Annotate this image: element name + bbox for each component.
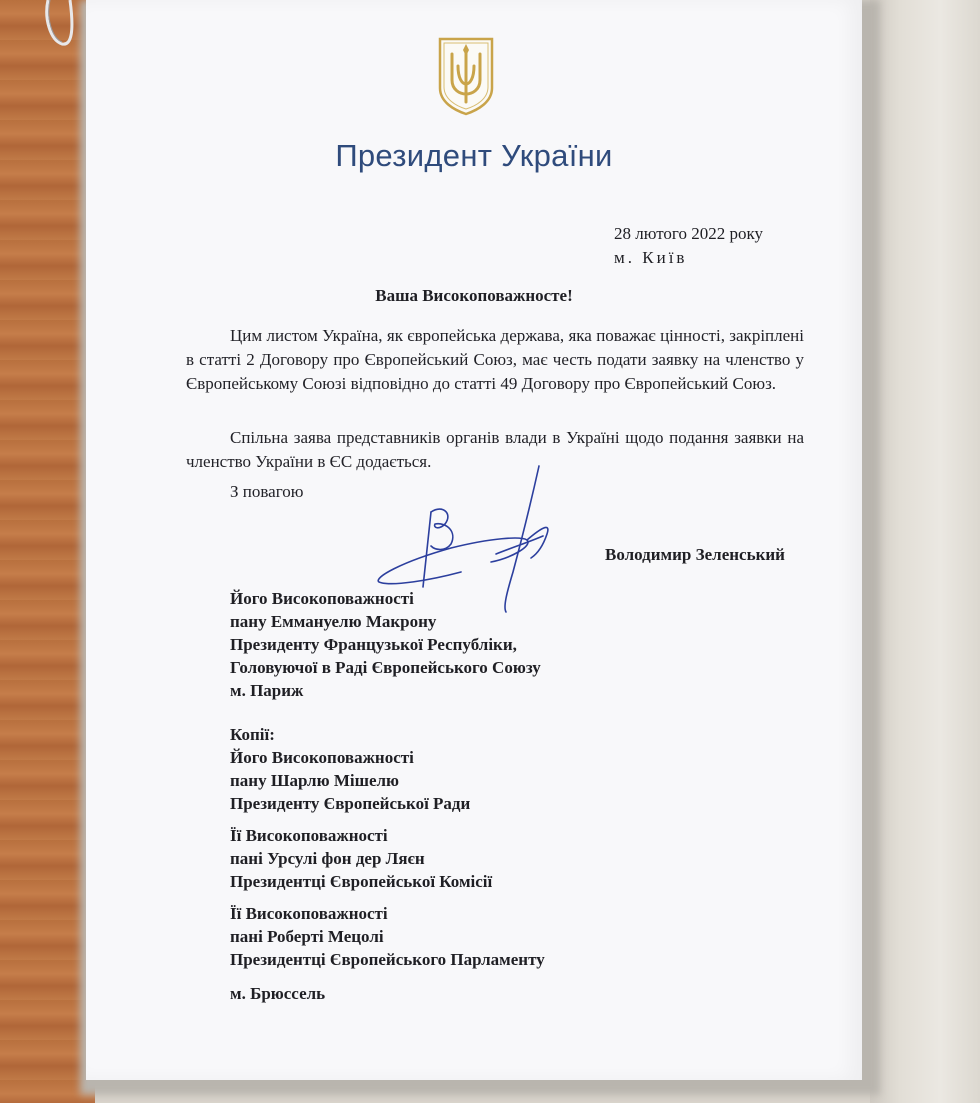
letterhead-title: Президент України: [335, 138, 613, 173]
recipient-block: [230, 587, 541, 702]
salutation: Ваша Високоповажносте!: [375, 286, 573, 305]
copy-recipient-line: Президенту Європейської Ради: [230, 794, 471, 813]
letter-city: м. Київ: [614, 248, 688, 267]
background-surface: [870, 0, 980, 1103]
closing-phrase: З повагою: [230, 482, 304, 501]
copy-recipient-line: Її Високоповажності: [230, 904, 388, 923]
binder-ring-icon: [40, 0, 76, 60]
recipient-line: Його Високоповажності: [230, 589, 414, 608]
letter-page: [86, 0, 862, 1080]
copy-recipient-line: Президентці Європейського Парламенту: [230, 950, 545, 969]
copies-block-3: [230, 902, 545, 971]
copy-recipient-line: пані Роберті Мецолі: [230, 927, 384, 946]
copy-recipient-line: Президентці Європейської Комісії: [230, 872, 493, 891]
date-block: [614, 222, 763, 270]
copy-recipient-line: Його Високоповажності: [230, 748, 414, 767]
copies-label: Копії:: [230, 725, 275, 744]
signer-name: Володимир Зеленський: [605, 545, 785, 564]
recipient-city: м. Париж: [230, 681, 304, 700]
recipient-line: Президенту Французької Республіки,: [230, 635, 517, 654]
trident-coat-of-arms-icon: [436, 36, 496, 116]
copies-block-1: [230, 723, 470, 815]
letter-date: 28 лютого 2022 року: [614, 224, 763, 243]
recipient-line: Головуючої в Раді Європейського Союзу: [230, 658, 541, 677]
copies-block-2: [230, 824, 492, 893]
copy-recipient-line: Її Високоповажності: [230, 826, 388, 845]
copy-recipient-line: пані Урсулі фон дер Ляєн: [230, 849, 425, 868]
body-paragraph-1: Цим листом Україна, як європейська держава, яка поважає цінності, закріплені в статті 2 Договору про Європейський Союз, має честь подати заявку на членство у Європейському Союзі відповідно до статті 49 Договору про Європейський Союз.: [186, 326, 804, 393]
body-paragraph-2: Спільна заява представників органів влади в Україні щодо подання заявки на членство України в ЄС додається.: [186, 428, 804, 471]
copy-recipient-line: пану Шарлю Мішелю: [230, 771, 400, 790]
recipient-line: пану Еммануелю Макрону: [230, 612, 437, 631]
copies-city: м. Брюссель: [230, 984, 326, 1003]
